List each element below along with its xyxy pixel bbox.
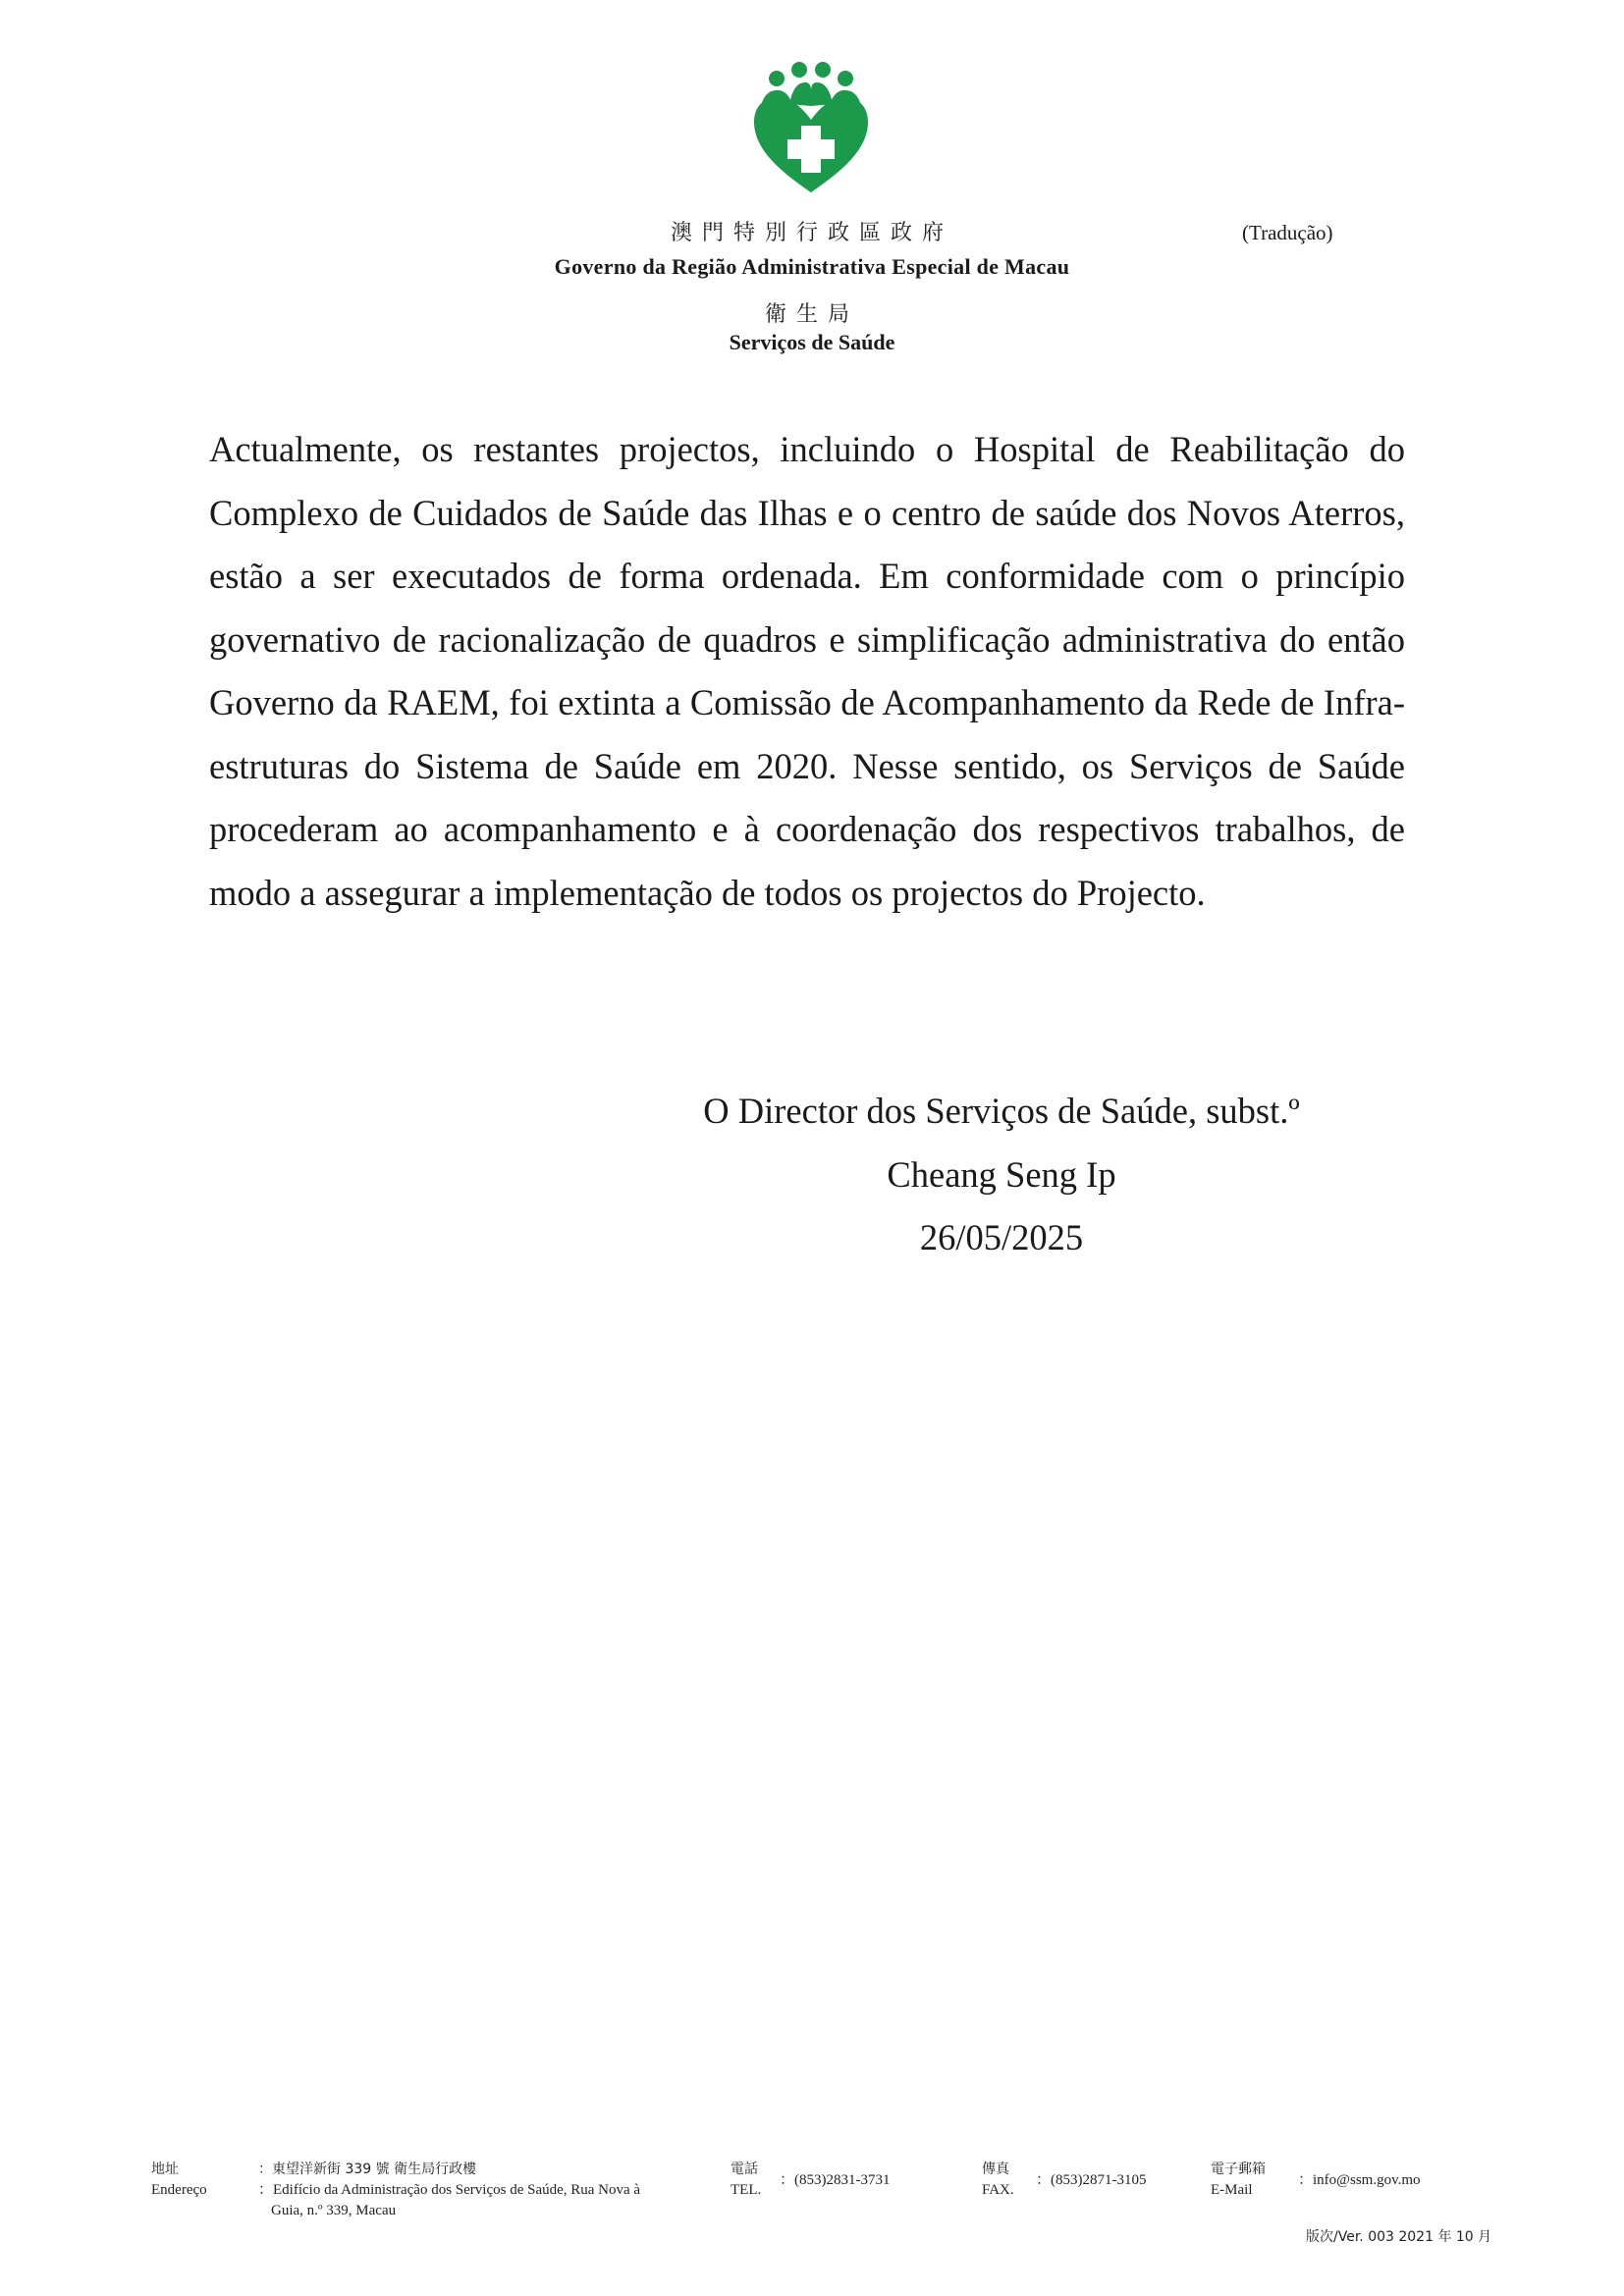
tel-label-pt: TEL. <box>731 2182 762 2198</box>
email-label-pt: E-Mail <box>1211 2182 1253 2198</box>
department-name-zh: 衛生局 <box>764 302 859 327</box>
translation-note: (Tradução) <box>1242 221 1333 244</box>
address-label-zh: 地址 <box>151 2162 179 2177</box>
tel-label-zh: 電話 <box>731 2162 758 2177</box>
email-value: ：info@ssm.gov.mo <box>1298 2172 1421 2188</box>
signature-name: Cheang Seng Ip <box>887 1153 1116 1195</box>
signature-title: O Director dos Serviços de Saúde, subst.º <box>703 1091 1300 1131</box>
address-zh: ：東望洋新街 339 號 衛生局行政樓 <box>258 2162 477 2177</box>
version-note: 版次/Ver. 003 2021 年 10 月 <box>1306 2229 1492 2245</box>
signature-date: 26/05/2025 <box>919 1217 1084 1257</box>
tel-value: ：(853)2831-3731 <box>780 2172 891 2188</box>
address-label-pt: Endereço <box>151 2182 207 2198</box>
email-label-zh: 電子郵箱 <box>1211 2162 1266 2177</box>
body-paragraph: Actualmente, os restantes projectos, incluindo o Hospital de Reabilitação do Complexo de Cuidados de Saúde das Ilhas e o centro de saúde dos Novos Aterros, estão a ser executados de forma ordenada. Em conformidade com o princípio governativo de racionalização de quadros e simplificação administrativa do então Governo da RAEM, foi extinta a Comissão de Acompanhamento da Rede de Infra-estruturas do Sistema de Saúde em 2020. Nesse sentido, os Serviços de Saúde procederam ao acompanhamento e à coordenação dos respectivos trabalhos, de modo a assegurar a implementação de todos os projectos do Projecto. <box>209 429 1405 913</box>
government-name-pt: Governo da Região Administrativa Especial de Macau <box>554 254 1070 279</box>
address-pt-line1: ：Edifício da Administração dos Serviços de Saúde, Rua Nova à <box>258 2182 641 2198</box>
department-name-pt: Serviços de Saúde <box>729 330 895 354</box>
fax-value: ：(853)2871-3105 <box>1036 2172 1147 2188</box>
signature-block <box>609 1080 1394 1270</box>
fax-label-zh: 傳真 <box>982 2162 1009 2177</box>
fax-label-pt: FAX. <box>982 2182 1014 2198</box>
address-pt-line2: Guia, n.º 339, Macau <box>271 2203 397 2218</box>
government-name-zh: 澳門特別行政區政府 <box>670 221 953 245</box>
health-bureau-logo-icon <box>750 61 872 194</box>
